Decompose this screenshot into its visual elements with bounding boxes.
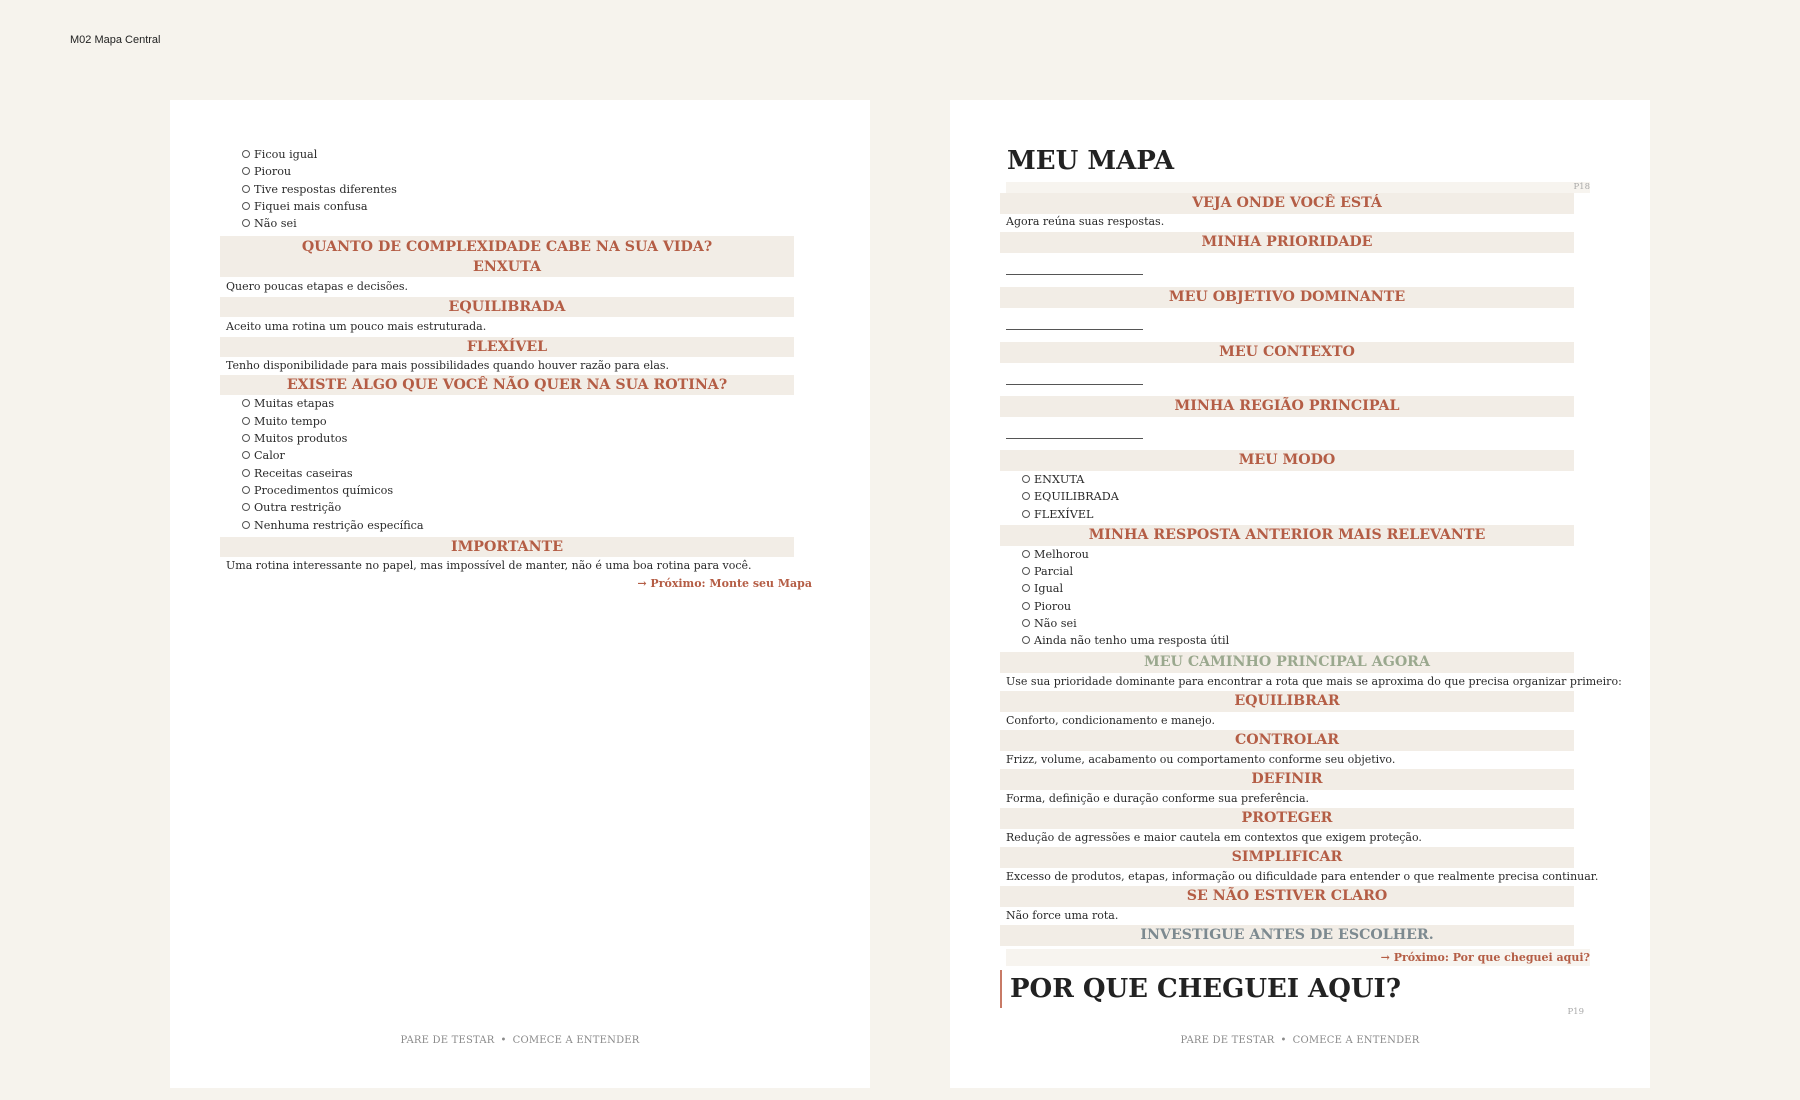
option-resposta-piorou[interactable]: Piorou bbox=[1000, 598, 1574, 615]
radio-icon[interactable] bbox=[242, 185, 250, 193]
complexity-question-band bbox=[220, 236, 794, 277]
option-outra-restricao[interactable]: Outra restrição bbox=[220, 499, 794, 516]
page-left bbox=[170, 100, 870, 1088]
equilibrada-desc: Aceito uma rotina um pouco mais estruturada. bbox=[226, 320, 487, 334]
option-sem-resposta-util[interactable]: Ainda não tenho uma resposta útil bbox=[1000, 632, 1574, 649]
footer-left-text: PARE DE TESTAR bbox=[400, 1035, 495, 1046]
radio-icon[interactable] bbox=[1022, 619, 1030, 627]
regiao-title: MINHA REGIÃO PRINCIPAL bbox=[1000, 396, 1574, 417]
radio-icon[interactable] bbox=[242, 451, 250, 459]
definir-title: DEFINIR bbox=[1000, 769, 1574, 790]
page-footer bbox=[170, 1035, 870, 1046]
restriction-question: EXISTE ALGO QUE VOCÊ NÃO QUER NA SUA ROTINA? bbox=[220, 375, 794, 395]
page-right bbox=[950, 100, 1650, 1088]
page-footer bbox=[950, 1035, 1650, 1046]
important-desc: Uma rotina interessante no papel, mas impossível de manter, não é uma boa rotina para você. bbox=[226, 558, 752, 572]
page-number: P18 bbox=[1573, 182, 1590, 192]
footer-left-text: PARE DE TESTAR bbox=[1180, 1035, 1275, 1046]
next-strip bbox=[1006, 949, 1590, 966]
radio-icon[interactable] bbox=[242, 434, 250, 442]
prioridade-title: MINHA PRIORIDADE bbox=[1000, 232, 1574, 253]
nao-claro-title: SE NÃO ESTIVER CLARO bbox=[1000, 886, 1574, 907]
footer-right-text: COMECE A ENTENDER bbox=[512, 1035, 640, 1046]
option-receitas-caseiras[interactable]: Receitas caseiras bbox=[220, 465, 794, 482]
radio-icon[interactable] bbox=[1022, 584, 1030, 592]
equilibrar-title: EQUILIBRAR bbox=[1000, 691, 1574, 712]
footer-separator: • bbox=[500, 1035, 507, 1046]
option-modo-flexivel[interactable]: FLEXÍVEL bbox=[1000, 506, 1574, 523]
option-nao-sei[interactable]: Não sei bbox=[220, 215, 794, 232]
footer-right-text: COMECE A ENTENDER bbox=[1292, 1035, 1420, 1046]
option-procedimentos-quimicos[interactable]: Procedimentos químicos bbox=[220, 482, 794, 499]
modo-title: MEU MODO bbox=[1000, 450, 1574, 471]
page-number-strip bbox=[1006, 182, 1590, 193]
top-options-list bbox=[220, 146, 794, 232]
option-muitas-etapas[interactable]: Muitas etapas bbox=[220, 395, 794, 412]
resposta-options-list bbox=[1000, 546, 1574, 650]
radio-icon[interactable] bbox=[242, 417, 250, 425]
complexity-question: QUANTO DE COMPLEXIDADE CABE NA SUA VIDA? bbox=[301, 239, 713, 256]
option-modo-equilibrada[interactable]: EQUILIBRADA bbox=[1000, 488, 1574, 505]
radio-icon[interactable] bbox=[1022, 492, 1030, 500]
equilibrar-desc: Conforto, condicionamento e manejo. bbox=[1006, 713, 1215, 727]
enxuta-title: ENXUTA bbox=[473, 259, 541, 276]
next-link[interactable]: → Próximo: Por que cheguei aqui? bbox=[1380, 950, 1590, 964]
equilibrada-title: EQUILIBRADA bbox=[220, 297, 794, 317]
radio-icon[interactable] bbox=[242, 486, 250, 494]
controlar-title: CONTROLAR bbox=[1000, 730, 1574, 751]
radio-icon[interactable] bbox=[1022, 636, 1030, 644]
radio-icon[interactable] bbox=[1022, 567, 1030, 575]
option-resposta-nao-sei[interactable]: Não sei bbox=[1000, 615, 1574, 632]
option-respostas-diferentes[interactable]: Tive respostas diferentes bbox=[220, 181, 794, 198]
option-muitos-produtos[interactable]: Muitos produtos bbox=[220, 430, 794, 447]
radio-icon[interactable] bbox=[242, 399, 250, 407]
proteger-desc: Redução de agressões e maior cautela em contextos que exigem proteção. bbox=[1006, 830, 1422, 844]
option-igual[interactable]: Igual bbox=[1000, 580, 1574, 597]
radio-icon[interactable] bbox=[1022, 475, 1030, 483]
resposta-title: MINHA RESPOSTA ANTERIOR MAIS RELEVANTE bbox=[1000, 525, 1574, 546]
simplificar-title: SIMPLIFICAR bbox=[1000, 847, 1574, 868]
radio-icon[interactable] bbox=[242, 150, 250, 158]
proteger-title: PROTEGER bbox=[1000, 808, 1574, 829]
footer-separator: • bbox=[1280, 1035, 1287, 1046]
enxuta-desc: Quero poucas etapas e decisões. bbox=[226, 280, 408, 294]
caminho-title: MEU CAMINHO PRINCIPAL AGORA bbox=[1000, 652, 1574, 673]
next-link[interactable]: → Próximo: Monte seu Mapa bbox=[637, 576, 812, 590]
next-section-title: POR QUE CHEGUEI AQUI? bbox=[1010, 973, 1401, 1004]
contexto-title: MEU CONTEXTO bbox=[1000, 342, 1574, 363]
radio-icon[interactable] bbox=[242, 469, 250, 477]
nao-claro-desc: Não force uma rota. bbox=[1006, 908, 1119, 922]
restriction-options-list bbox=[220, 395, 794, 533]
option-parcial[interactable]: Parcial bbox=[1000, 563, 1574, 580]
simplificar-desc: Excesso de produtos, etapas, informação ou dificuldade para entender o que realmente precisa continuar. bbox=[1006, 869, 1599, 883]
caminho-desc: Use sua prioridade dominante para encontrar a rota que mais se aproxima do que precisa organizar primeiro: bbox=[1006, 674, 1622, 688]
objetivo-title: MEU OBJETIVO DOMINANTE bbox=[1000, 287, 1574, 308]
radio-icon[interactable] bbox=[242, 503, 250, 511]
important-title: IMPORTANTE bbox=[220, 537, 794, 557]
option-melhorou[interactable]: Melhorou bbox=[1000, 546, 1574, 563]
app-title: M02 Mapa Central bbox=[70, 34, 161, 46]
radio-icon[interactable] bbox=[1022, 510, 1030, 518]
veja-title: VEJA ONDE VOCÊ ESTÁ bbox=[1000, 193, 1574, 214]
radio-icon[interactable] bbox=[242, 521, 250, 529]
option-muito-tempo[interactable]: Muito tempo bbox=[220, 413, 794, 430]
next-section-heading bbox=[1000, 974, 1624, 1004]
option-nenhuma-restricao[interactable]: Nenhuma restrição específica bbox=[220, 517, 794, 534]
option-mais-confusa[interactable]: Fiquei mais confusa bbox=[220, 198, 794, 215]
veja-desc: Agora reúna suas respostas. bbox=[1006, 215, 1165, 228]
option-piorou[interactable]: Piorou bbox=[220, 163, 794, 180]
definir-desc: Forma, definição e duração conforme sua preferência. bbox=[1006, 791, 1310, 805]
page-right-content bbox=[1000, 146, 1624, 1017]
controlar-desc: Frizz, volume, acabamento ou comportamento conforme seu objetivo. bbox=[1006, 752, 1396, 766]
flexivel-desc: Tenho disponibilidade para mais possibilidades quando houver razão para elas. bbox=[226, 359, 670, 373]
investigue-band: INVESTIGUE ANTES DE ESCOLHER. bbox=[1000, 925, 1574, 946]
flexivel-title: FLEXÍVEL bbox=[220, 337, 794, 357]
option-modo-enxuta[interactable]: ENXUTA bbox=[1000, 471, 1574, 488]
radio-icon[interactable] bbox=[1022, 550, 1030, 558]
option-calor[interactable]: Calor bbox=[220, 447, 794, 464]
radio-icon[interactable] bbox=[242, 202, 250, 210]
radio-icon[interactable] bbox=[1022, 602, 1030, 610]
page-left-content bbox=[220, 146, 812, 592]
radio-icon[interactable] bbox=[242, 167, 250, 175]
modo-options-list bbox=[1000, 471, 1574, 523]
option-ficou-igual[interactable]: Ficou igual bbox=[220, 146, 794, 163]
next-page-number: P19 bbox=[1567, 1006, 1584, 1017]
page-title: MEU MAPA bbox=[1007, 146, 1175, 176]
radio-icon[interactable] bbox=[242, 219, 250, 227]
